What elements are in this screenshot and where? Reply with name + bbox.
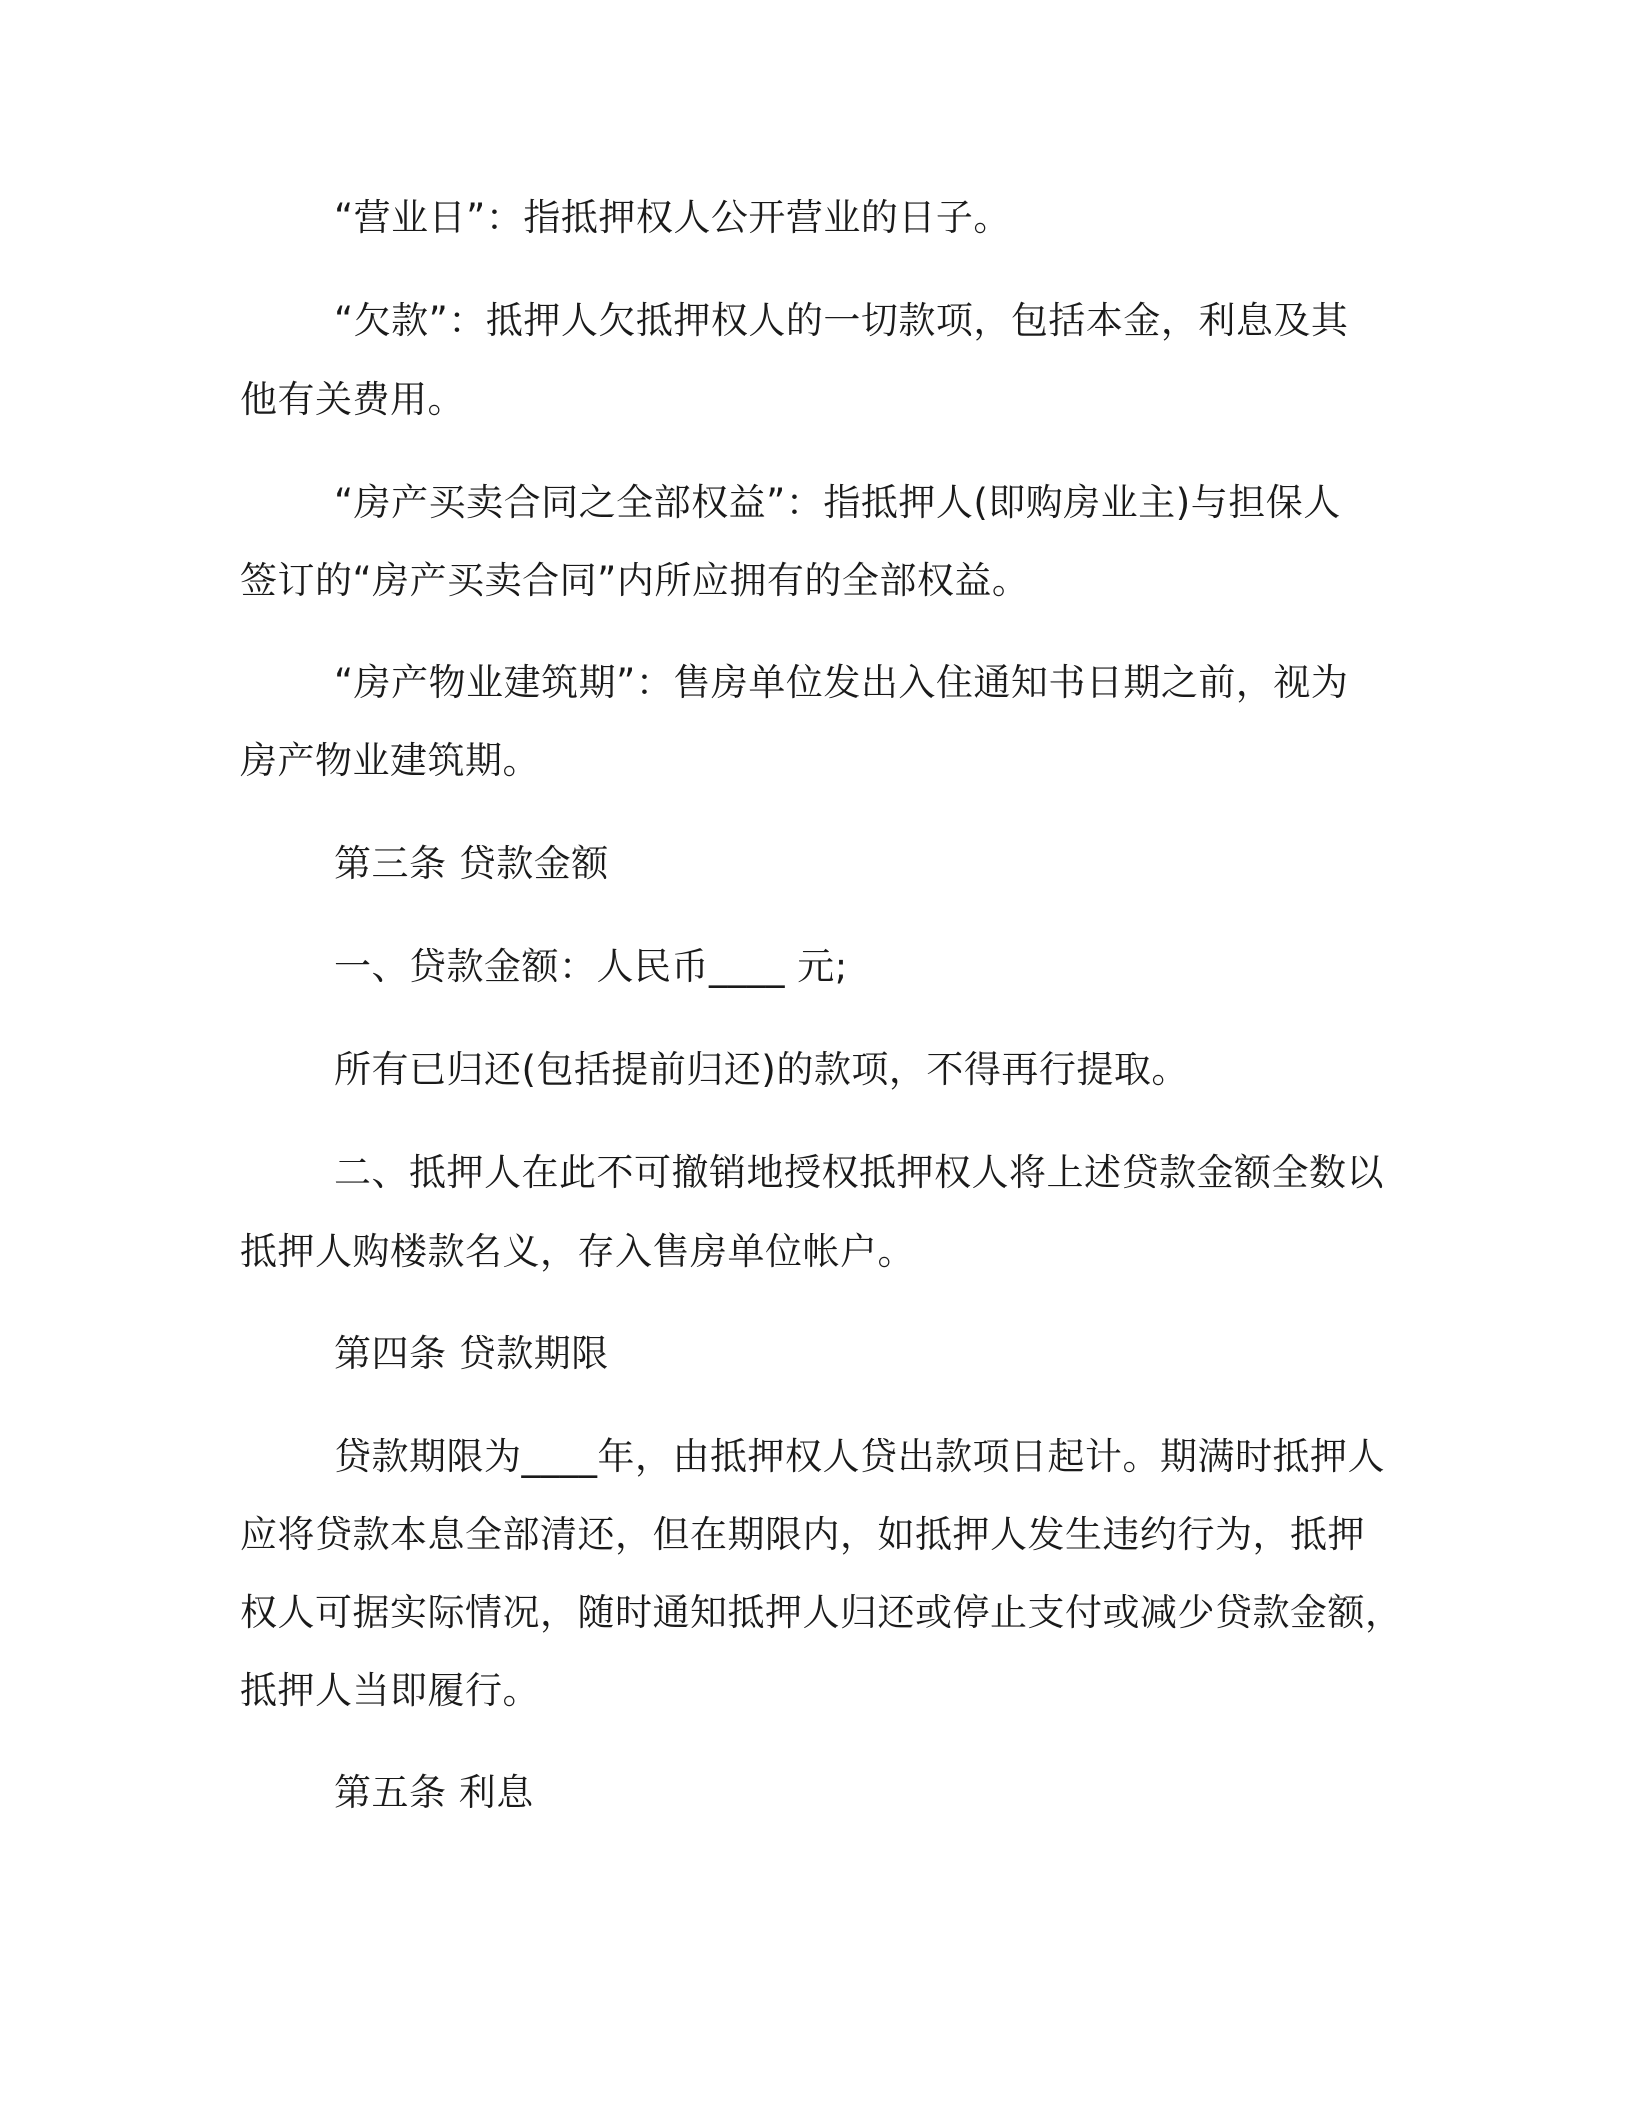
article-5-heading: 第五条 利息 [334, 1771, 534, 1814]
paragraph-construction-period-line-1: “房产物业建筑期”：售房单位发出入住通知书日期之前，视为 [334, 661, 1349, 704]
paragraph-debt-line-1: “欠款”：抵押人欠抵押权人的一切款项，包括本金，利息及其 [334, 299, 1349, 342]
paragraph-business-day: “营业日”：指抵押权人公开营业的日子。 [334, 196, 1011, 239]
loan-amount-clause: 一、贷款金额：人民币____ 元; [334, 945, 848, 988]
loan-term-clause-line-1: 贷款期限为____年，由抵押权人贷出款项日起计。期满时抵押人 [334, 1435, 1385, 1478]
loan-term-clause-line-3: 权人可据实际情况，随时通知抵押人归还或停止支付或减少贷款金额， [240, 1591, 1403, 1634]
authorization-clause-line-1: 二、抵押人在此不可撤销地授权抵押权人将上述贷款金额全数以 [334, 1151, 1384, 1194]
paragraph-debt-line-2: 他有关费用。 [240, 378, 465, 421]
article-3-heading: 第三条 贷款金额 [334, 842, 609, 885]
authorization-clause-line-2: 抵押人购楼款名义，存入售房单位帐户。 [240, 1230, 915, 1273]
repaid-funds-clause: 所有已归还(包括提前归还)的款项，不得再行提取。 [334, 1048, 1189, 1091]
paragraph-property-rights-line-2: 签订的“房产买卖合同”内所应拥有的全部权益。 [240, 559, 1030, 602]
loan-term-clause-line-2: 应将贷款本息全部清还，但在期限内，如抵押人发生违约行为，抵押 [240, 1513, 1365, 1556]
loan-term-clause-line-4: 抵押人当即履行。 [240, 1669, 540, 1712]
article-4-heading: 第四条 贷款期限 [334, 1332, 609, 1375]
paragraph-property-rights-line-1: “房产买卖合同之全部权益”：指抵押人(即购房业主)与担保人 [334, 481, 1341, 524]
paragraph-construction-period-line-2: 房产物业建筑期。 [240, 739, 540, 782]
